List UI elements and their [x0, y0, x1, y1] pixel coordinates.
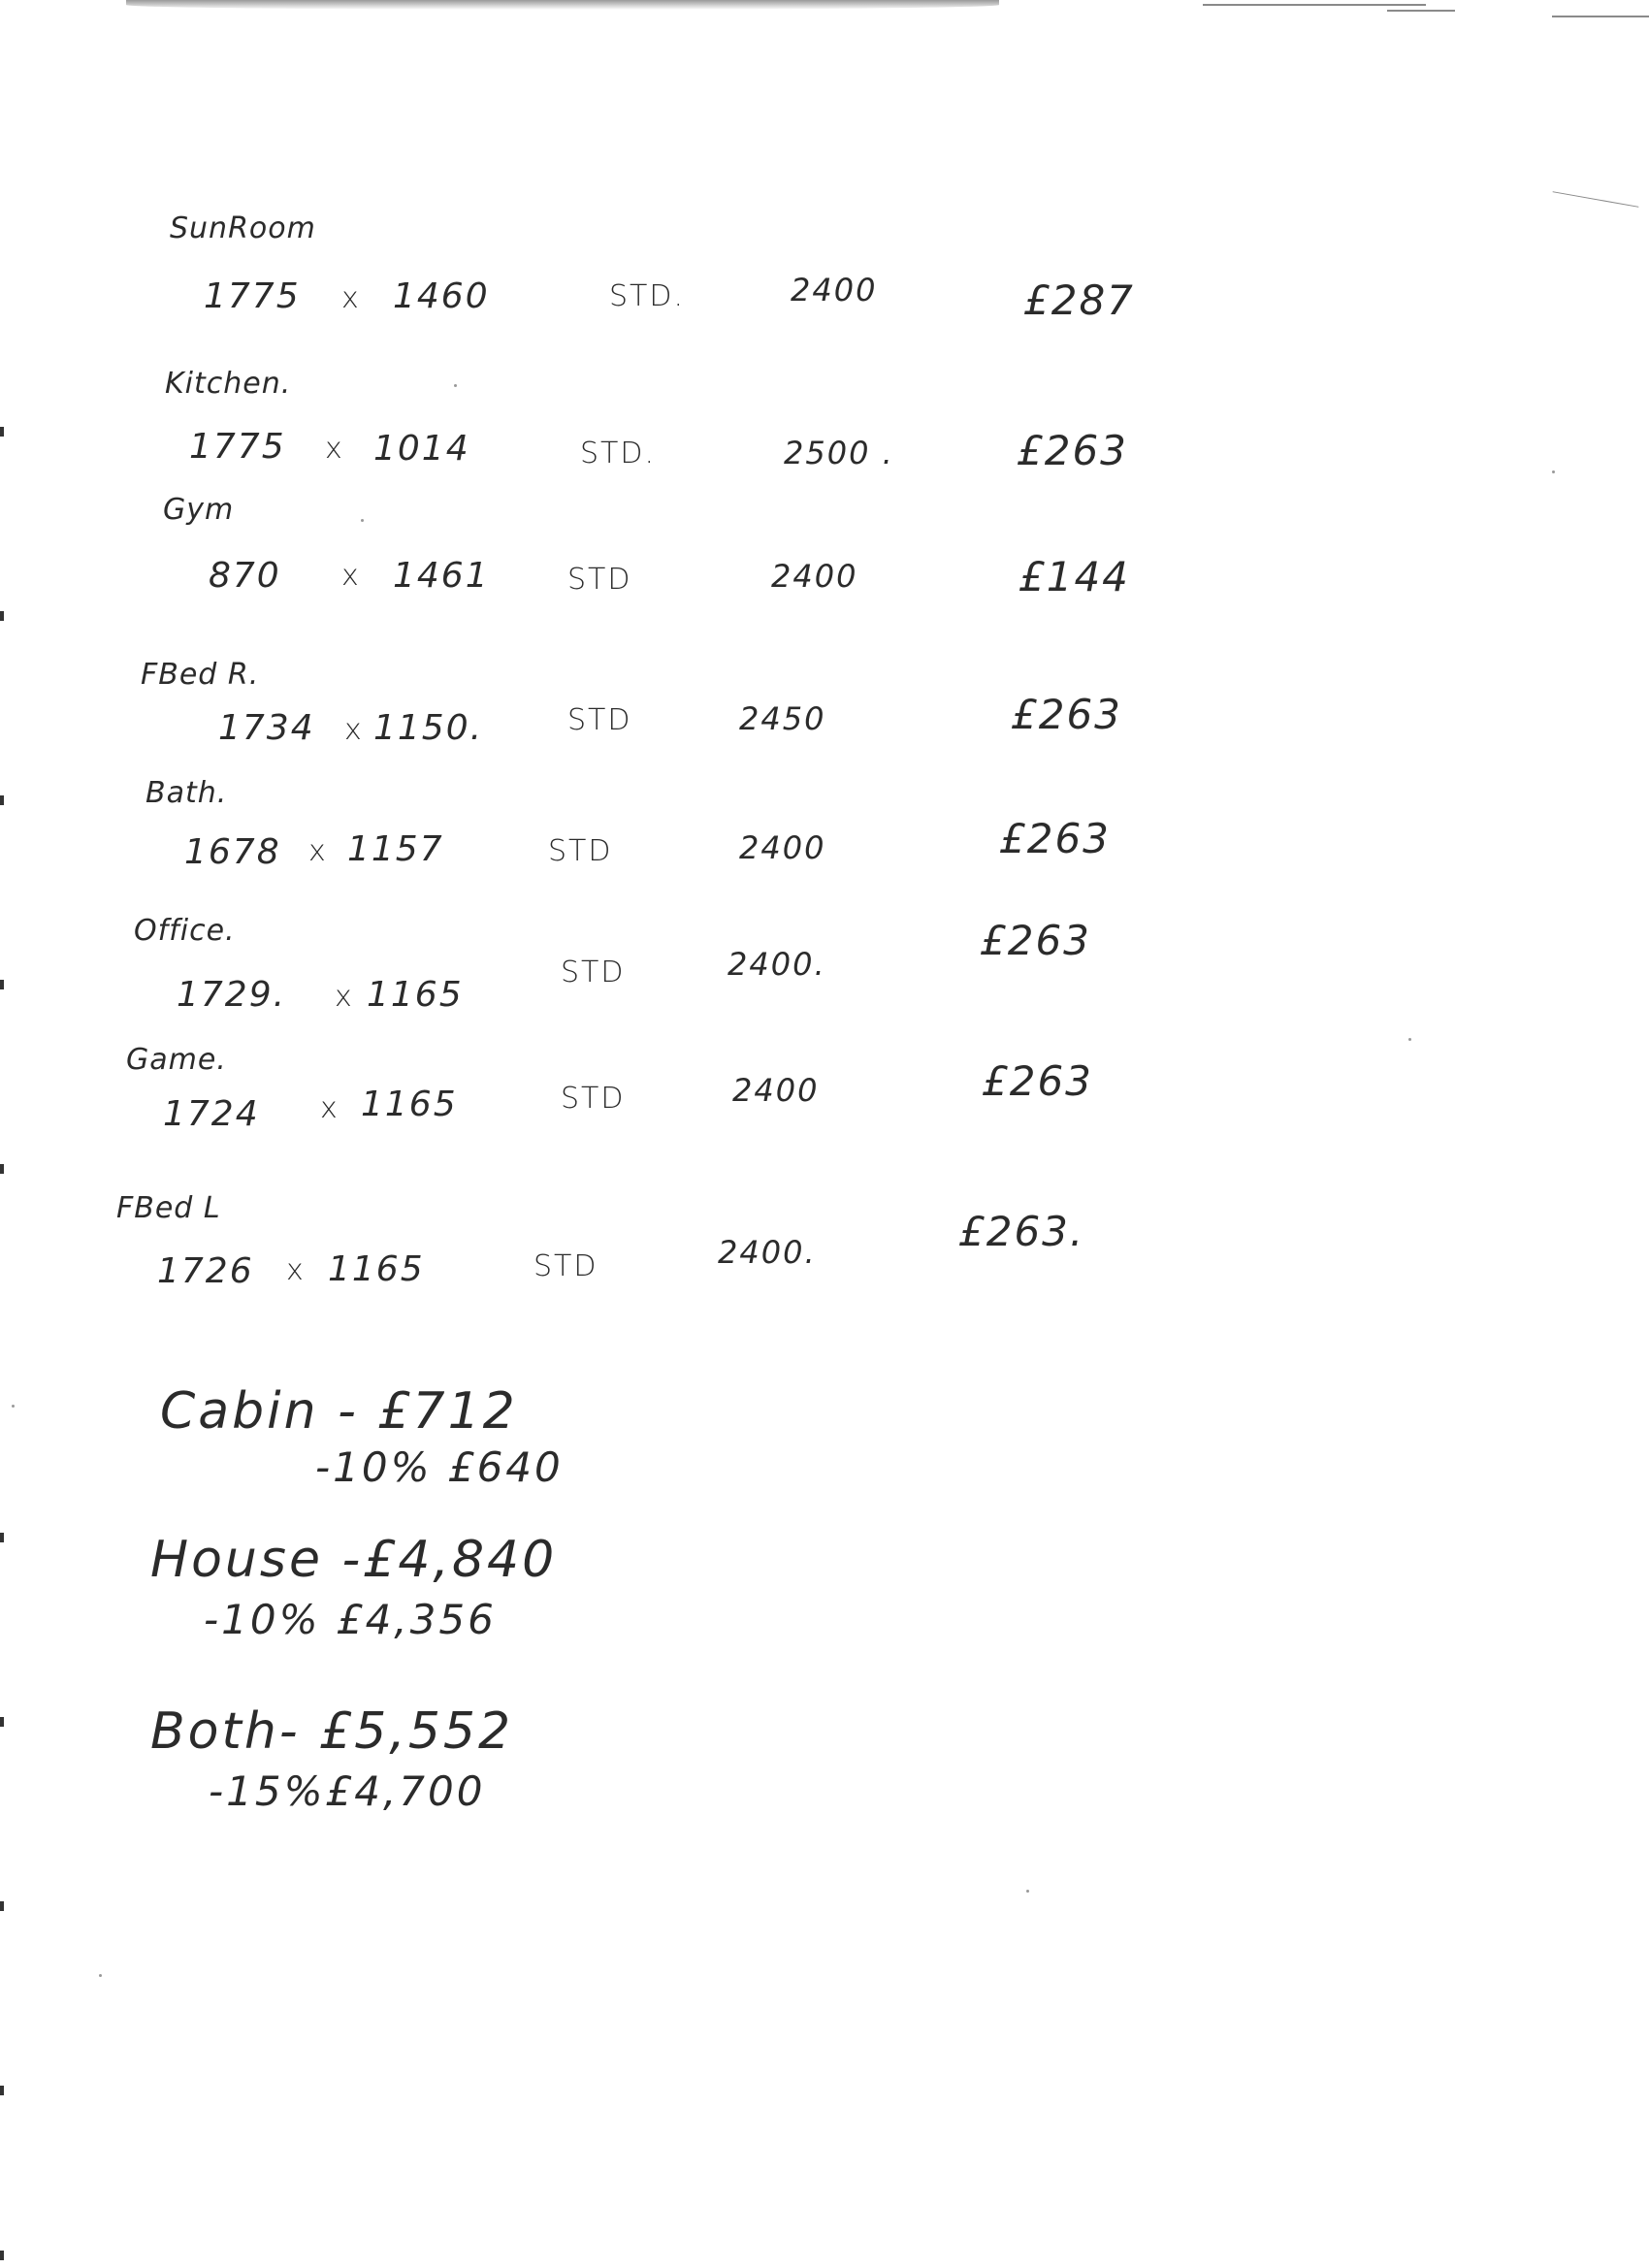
room-spec: STD	[548, 834, 613, 868]
scan-edge-line	[1387, 10, 1455, 12]
room-height: 2400	[791, 272, 878, 308]
room-name: FBed L	[116, 1191, 221, 1225]
room-height: 2400	[739, 829, 826, 866]
room-spec: STD.	[580, 437, 657, 470]
binder-mark	[0, 2251, 4, 2260]
room-depth: 1014	[373, 429, 470, 469]
room-spec: STD	[561, 1082, 626, 1116]
room-price: £263	[982, 1057, 1093, 1105]
times-sign: x	[335, 980, 354, 1014]
room-height: 2400	[771, 558, 858, 595]
binder-mark	[0, 427, 4, 437]
binder-mark	[0, 2086, 4, 2095]
room-depth: 1165	[361, 1085, 458, 1124]
room-name: FBed R.	[141, 658, 260, 692]
times-sign: x	[325, 432, 344, 466]
binder-mark	[0, 1164, 4, 1174]
both-total: Both- £5,552	[150, 1702, 514, 1761]
binder-mark	[0, 1533, 4, 1542]
scan-edge-line	[1203, 4, 1426, 6]
times-sign: x	[286, 1253, 306, 1287]
times-sign: x	[308, 834, 328, 868]
house-total: House -£4,840	[150, 1531, 558, 1589]
binder-mark	[0, 611, 4, 621]
times-sign: x	[341, 559, 361, 593]
room-spec: STD	[567, 563, 632, 597]
scan-top-shadow	[126, 0, 999, 10]
room-depth: 1157	[347, 829, 444, 869]
scan-speck	[454, 384, 457, 387]
room-name: SunRoom	[170, 211, 316, 245]
room-name: Game.	[126, 1043, 227, 1077]
room-width: 1775	[189, 427, 286, 467]
room-height: 2400.	[728, 946, 826, 983]
room-width: 1724	[163, 1094, 260, 1134]
times-sign: x	[344, 713, 364, 747]
room-price: £263	[980, 917, 1091, 964]
room-width: 870	[209, 556, 281, 596]
room-width: 1729.	[177, 975, 287, 1015]
cabin-total: Cabin - £712	[160, 1382, 518, 1441]
room-price: £263	[1017, 427, 1128, 474]
room-name: Office.	[134, 914, 236, 948]
binder-mark	[0, 1901, 4, 1911]
scan-speck	[12, 1405, 15, 1408]
binder-mark	[0, 1717, 4, 1727]
room-depth: 1165	[367, 975, 464, 1015]
room-height: 2400.	[718, 1234, 817, 1271]
scan-speck	[1408, 1038, 1411, 1041]
room-name: Gym	[163, 493, 235, 527]
room-width: 1775	[204, 276, 301, 316]
room-depth: 1150.	[373, 708, 484, 748]
room-height: 2450	[739, 700, 826, 737]
room-price: £144	[1018, 553, 1130, 600]
room-width: 1726	[157, 1251, 254, 1291]
room-depth: 1165	[328, 1249, 425, 1289]
room-depth: 1461	[393, 556, 490, 596]
scan-edge-line	[1553, 191, 1639, 208]
scan-edge-line	[1552, 16, 1649, 17]
room-price: £263	[1011, 691, 1122, 738]
room-name: Bath.	[146, 776, 228, 810]
binder-mark	[0, 980, 4, 989]
scan-speck	[99, 1974, 102, 1977]
room-spec: STD	[567, 703, 632, 737]
scan-speck	[361, 519, 364, 522]
room-width: 1678	[184, 832, 281, 872]
both-discount: -15%£4,700	[209, 1767, 486, 1815]
room-spec: STD.	[609, 279, 686, 313]
room-height: 2400	[732, 1072, 820, 1109]
room-price: £263.	[958, 1208, 1085, 1255]
room-spec: STD	[561, 956, 626, 989]
scan-speck	[1552, 470, 1555, 473]
house-discount: -10% £4,356	[204, 1596, 497, 1643]
times-sign: x	[320, 1091, 340, 1125]
room-width: 1734	[218, 708, 315, 748]
room-height: 2500 .	[784, 435, 894, 471]
times-sign: x	[341, 281, 361, 315]
cabin-discount: -10% £640	[315, 1443, 564, 1491]
room-depth: 1460	[393, 276, 490, 316]
room-spec: STD	[534, 1249, 598, 1283]
scan-speck	[1026, 1890, 1029, 1893]
binder-mark	[0, 795, 4, 805]
room-price: £263	[999, 815, 1111, 862]
room-name: Kitchen.	[165, 367, 292, 401]
room-price: £287	[1023, 276, 1135, 324]
